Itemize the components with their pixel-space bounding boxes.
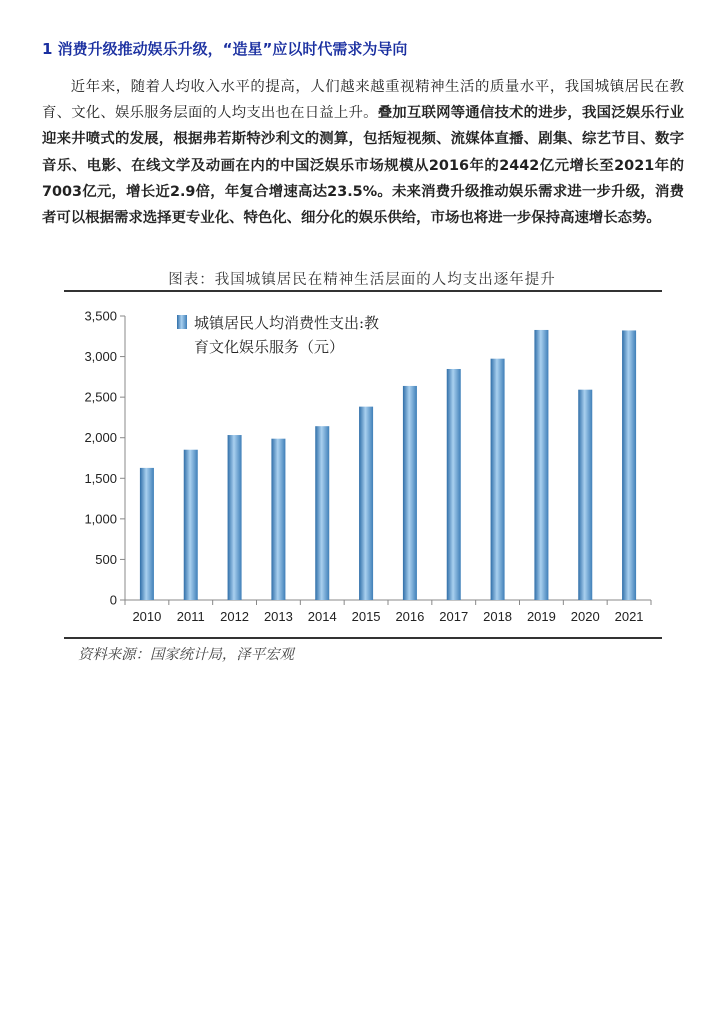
paragraph-bold-text: 叠加互联网等通信技术的进步，我国泛娱乐行业迎来井喷式的发展，根据弗若斯特沙利文的测算，包括短视频、流媒体直播、剧集、综艺节目、数字音乐、电影、在线文学及动画在内的中国泛娱乐市场规模从2016年的2442亿元增长至2021年的7003亿元，增长近2.9倍，年复合增速高达23.5%。未来消费升级推动娱乐需求进一步升级，消费者可以根据需求选择更专业化、特色化、细分化的娱乐供给，市场也将进一步保持高速增长态势。 xyxy=(42,105,684,227)
bar-2010 xyxy=(140,468,154,600)
bar-2011 xyxy=(184,450,198,600)
bar-2020 xyxy=(578,390,592,600)
x-tick-label: 2012 xyxy=(220,609,250,624)
y-tick-label: 2,500 xyxy=(84,389,117,405)
x-tick-label: 2013 xyxy=(263,609,293,624)
bar-2017 xyxy=(447,369,461,600)
body-paragraph xyxy=(42,74,684,231)
x-tick-label: 2014 xyxy=(307,609,337,624)
x-tick-label: 2016 xyxy=(395,609,425,624)
x-tick-label: 2018 xyxy=(483,609,513,624)
bar-chart xyxy=(64,292,662,636)
x-tick-label: 2010 xyxy=(132,609,162,624)
bar-2013 xyxy=(271,439,285,600)
y-axis xyxy=(84,309,125,608)
x-tick-label: 2011 xyxy=(176,609,205,624)
bar-2012 xyxy=(228,435,242,600)
y-tick-label: 2,000 xyxy=(84,430,117,446)
bar-2018 xyxy=(491,359,505,600)
x-axis xyxy=(125,600,651,624)
bar-2016 xyxy=(403,386,417,600)
bar-2019 xyxy=(534,330,548,600)
figure-bottom-rule xyxy=(64,637,662,639)
figure-title: 图表：我国城镇居民在精神生活层面的人均支出逐年提升 xyxy=(168,272,556,288)
y-tick-label: 500 xyxy=(95,551,117,567)
x-tick-label: 2019 xyxy=(526,609,556,624)
section-heading: 1 消费升级推动娱乐升级，“造星”应以时代需求为导向 xyxy=(42,40,408,58)
x-tick-label: 2021 xyxy=(614,609,644,624)
legend-swatch xyxy=(177,315,187,329)
bar-2015 xyxy=(359,407,373,600)
legend-label-line-2: 育文化娱乐服务（元） xyxy=(194,338,345,356)
paragraph-normal-text: 近年来，随着人均收入水平的提高，人们越来越重视精神生活的质量水平，我国城镇居民在教育、文化、娱乐服务层面的人均支出也在日益上升。 xyxy=(42,79,684,122)
y-tick-label: 3,000 xyxy=(84,349,117,365)
y-tick-label: 1,000 xyxy=(84,511,117,527)
y-tick-label: 0 xyxy=(109,592,117,608)
x-tick-label: 2017 xyxy=(439,609,469,624)
y-tick-label: 1,500 xyxy=(84,470,117,486)
x-tick-label: 2020 xyxy=(570,609,600,624)
figure-source: 资料来源：国家统计局，泽平宏观 xyxy=(78,647,294,663)
bar-2014 xyxy=(315,426,329,600)
y-tick-label: 3,500 xyxy=(84,308,117,324)
bar-series xyxy=(140,330,636,600)
legend-label-line-1: 城镇居民人均消费性支出:教 xyxy=(194,314,380,332)
chart-legend xyxy=(177,314,379,356)
x-tick-label: 2015 xyxy=(351,609,381,624)
bar-2021 xyxy=(622,330,636,600)
